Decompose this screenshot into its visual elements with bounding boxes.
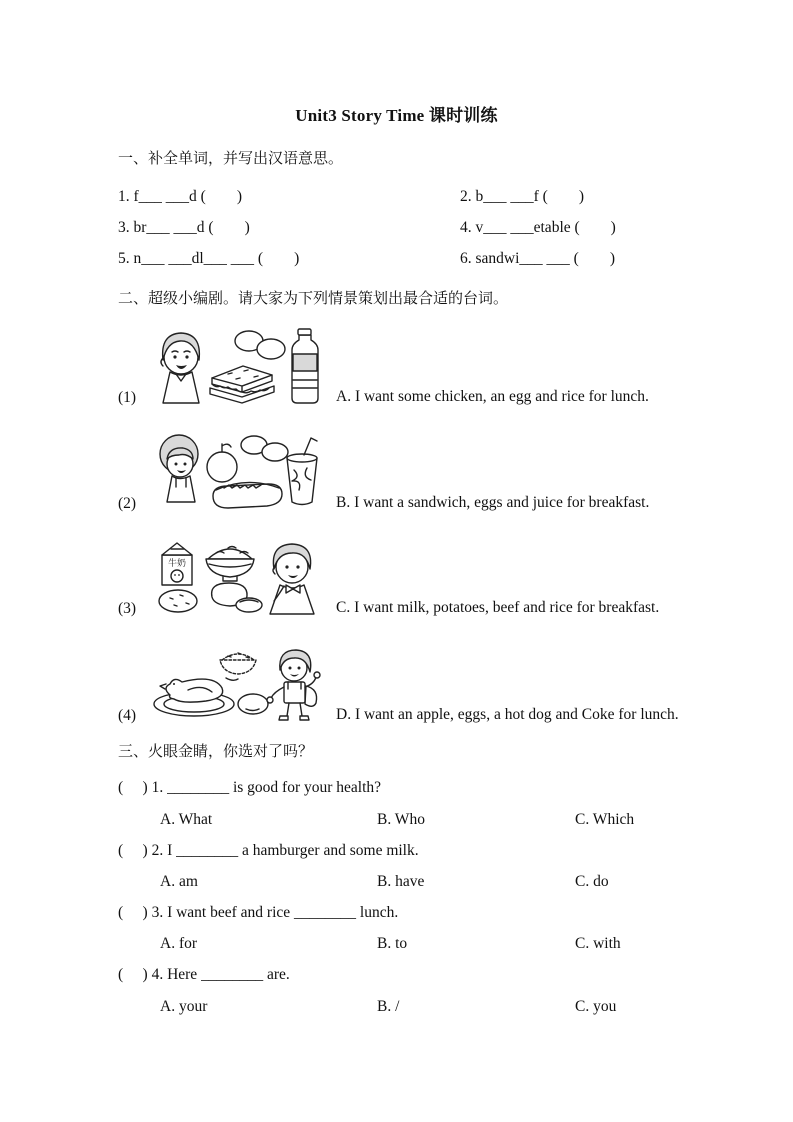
scene-2-illustration bbox=[150, 434, 328, 512]
q4-options bbox=[0, 998, 793, 1018]
beef-icon bbox=[212, 583, 262, 612]
rice-bowl-icon bbox=[206, 547, 254, 582]
q2-options bbox=[0, 873, 793, 893]
scene-3-illustration bbox=[150, 539, 328, 617]
scene-2 bbox=[118, 434, 649, 512]
milk-label: 牛奶 bbox=[167, 558, 187, 568]
scene-1-number: (1) bbox=[118, 388, 137, 406]
word-item-6: 6. sandwi___ ___ ( ) bbox=[460, 250, 615, 267]
scene-3-number: (3) bbox=[118, 599, 137, 617]
scene-4-number: (4) bbox=[118, 706, 137, 724]
apple-icon bbox=[207, 444, 237, 482]
q2-option-c: C. do bbox=[575, 873, 609, 890]
scene-2-number: (2) bbox=[118, 494, 137, 512]
q3-option-b: B. to bbox=[377, 935, 408, 952]
word-item-5: 5. n___ ___dl___ ___ ( ) bbox=[118, 250, 300, 267]
scene-1 bbox=[118, 328, 649, 406]
q1-stem: ( ) 1. ________ is good for your health? bbox=[118, 779, 382, 796]
milk-carton-icon bbox=[162, 543, 192, 585]
eggs-icon bbox=[235, 331, 285, 359]
q4-option-c: C. you bbox=[575, 998, 617, 1015]
scene-1-illustration bbox=[150, 328, 328, 406]
scene-3-caption: C. I want milk, potatoes, beef and rice for breakfast. bbox=[336, 598, 660, 616]
page-title: Unit3 Story Time 课时训练 bbox=[295, 106, 498, 125]
bottle-icon bbox=[292, 329, 318, 403]
q2-option-a: A. am bbox=[160, 873, 198, 890]
boy-icon bbox=[161, 333, 199, 403]
q1-option-c: C. Which bbox=[575, 811, 635, 828]
sandwich-icon bbox=[210, 366, 274, 403]
girl-icon bbox=[160, 435, 198, 502]
scene-4 bbox=[118, 646, 679, 724]
scene-3 bbox=[118, 539, 659, 617]
hot-dog-icon bbox=[213, 482, 282, 508]
word-item-2: 2. b___ ___f ( ) bbox=[460, 188, 584, 205]
q3-option-c: C. with bbox=[575, 935, 621, 952]
section-one-heading: 一、补全单词，并写出汉语意思。 bbox=[118, 151, 344, 167]
q2-option-b: B. have bbox=[377, 873, 425, 890]
scene-4-illustration bbox=[150, 646, 328, 724]
q3-option-a: A. for bbox=[160, 935, 198, 952]
child-icon bbox=[267, 650, 320, 720]
q4-option-b: B. / bbox=[377, 998, 400, 1015]
scene-4-caption: D. I want an apple, eggs, a hot dog and Coke for lunch. bbox=[336, 705, 679, 723]
drink-cup-icon bbox=[287, 438, 317, 505]
q4-option-a: A. your bbox=[160, 998, 208, 1015]
q2-stem: ( ) 2. I ________ a hamburger and some milk. bbox=[118, 842, 419, 859]
q3-stem: ( ) 3. I want beef and rice ________ lunch. bbox=[118, 904, 399, 921]
word-item-4: 4. v___ ___etable ( ) bbox=[460, 219, 616, 236]
section-three-heading: 三、火眼金睛，你选对了吗？ bbox=[118, 744, 314, 760]
egg-icon bbox=[238, 694, 268, 714]
section-two-heading: 二、超级小编剧。请大家为下列情景策划出最合适的台词。 bbox=[118, 291, 509, 307]
scene-1-caption: A. I want some chicken, an egg and rice for lunch. bbox=[336, 387, 649, 405]
scene-2-caption: B. I want a sandwich, eggs and juice for breakfast. bbox=[336, 493, 650, 511]
word-item-1: 1. f___ ___d ( ) bbox=[118, 188, 242, 205]
roast-chicken-plate-icon bbox=[154, 679, 234, 716]
boy-icon bbox=[270, 544, 314, 614]
rice-bowl-icon bbox=[220, 653, 256, 680]
potato-icon bbox=[159, 590, 197, 612]
word-item-3: 3. br___ ___d ( ) bbox=[118, 219, 250, 236]
eggs-icon bbox=[241, 436, 288, 461]
q1-options bbox=[0, 811, 793, 831]
q1-option-b: B. Who bbox=[377, 811, 425, 828]
q4-stem: ( ) 4. Here ________ are. bbox=[118, 966, 290, 983]
q3-options bbox=[0, 935, 793, 955]
q1-option-a: A. What bbox=[160, 811, 213, 828]
